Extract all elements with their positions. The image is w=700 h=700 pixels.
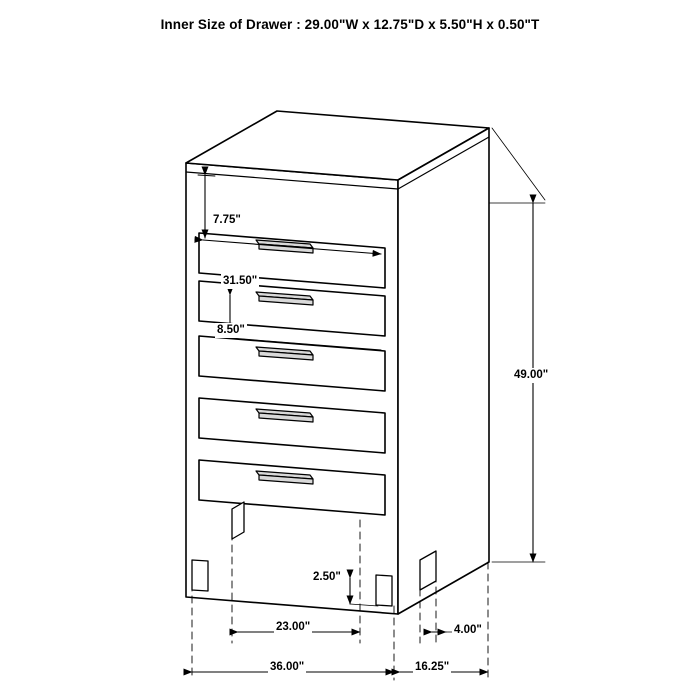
dim-label-leg-height: 2.50": [313, 571, 341, 583]
dim-label-drawer-front-height: 8.50": [217, 324, 245, 336]
dim-label-overall-height: 49.00": [514, 369, 549, 381]
case-side-panel: [398, 128, 489, 614]
leg-front-right: [376, 575, 392, 606]
dim-label-overall-width: 36.00": [270, 661, 305, 673]
leg-back-left: [232, 502, 244, 539]
dim-label-leg-width: 4.00": [454, 624, 482, 636]
dim-label-overall-depth: 16.25": [415, 661, 450, 673]
page-title: Inner Size of Drawer : 29.00"W x 12.75"D x 5.50"H x 0.50"T: [160, 17, 540, 32]
dim-label-drawer-front-width: 31.50": [223, 275, 258, 287]
dim-label-top-inset-height: 7.75": [213, 214, 241, 226]
leg-front-left: [192, 560, 208, 591]
dim-label-leg-inset-width: 23.00": [276, 621, 311, 633]
